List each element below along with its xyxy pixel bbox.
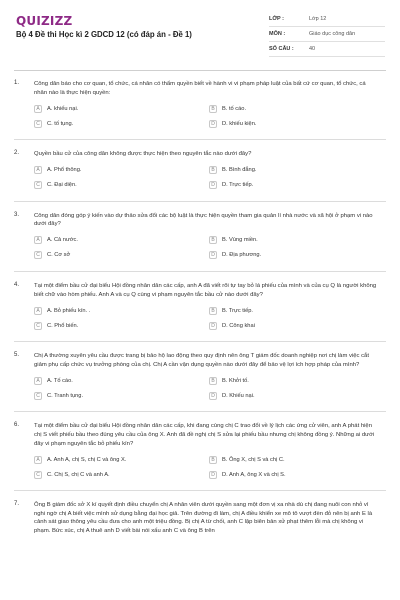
option-letter-box: A	[34, 236, 42, 244]
option-text: D. Công khai	[222, 322, 255, 329]
question-divider	[14, 201, 386, 202]
option-b[interactable]	[209, 103, 384, 114]
option-a[interactable]	[34, 103, 209, 114]
option-letter-box: C	[34, 120, 42, 128]
option-b[interactable]	[209, 305, 384, 316]
meta-key: MÔN :	[269, 31, 286, 37]
option-text: D. Địa phương.	[222, 252, 262, 259]
question-2	[0, 150, 400, 202]
question-5	[0, 352, 400, 412]
question-number: 6.	[14, 422, 20, 429]
option-letter-box: C	[34, 251, 42, 259]
option-letter-box: D	[209, 120, 217, 128]
option-text: B. Khởi tố.	[222, 377, 249, 384]
option-letter-box: B	[209, 105, 217, 113]
option-a[interactable]	[34, 375, 209, 386]
answer-options	[34, 103, 384, 129]
option-text: A. Cả nước.	[47, 237, 78, 244]
option-text: B. Trực tiếp.	[222, 307, 253, 314]
option-letter-box: C	[34, 392, 42, 400]
meta-value: Giáo dục công dân	[309, 31, 356, 37]
option-c[interactable]	[34, 118, 209, 129]
document-title: Bộ 4 Đề thi Học kì 2 GDCD 12 (có đáp án - Đề 1)	[16, 30, 192, 39]
question-4	[0, 282, 400, 342]
question-text: Công dân đóng góp ý kiến vào dự thảo sửa đổi các bộ luật là thực hiện quyền tham gia quản lí nhà nước và xã hội ở phạm vi nào dưới đây?	[34, 212, 373, 228]
header-divider	[14, 70, 386, 71]
option-text: A. khiếu nại.	[47, 105, 79, 112]
meta-value: 40	[309, 46, 316, 52]
option-text: C. Tranh tụng.	[47, 392, 84, 399]
option-letter-box: B	[209, 236, 217, 244]
meta-value: Lớp 12	[309, 16, 327, 22]
option-letter-box: D	[209, 322, 217, 330]
option-text: A. Bỏ phiếu kín. .	[47, 307, 91, 314]
option-letter-box: B	[209, 377, 217, 385]
option-d[interactable]	[209, 469, 384, 480]
option-text: C. Cơ sở	[47, 252, 71, 259]
answer-options	[34, 235, 384, 261]
answer-options	[34, 165, 384, 191]
option-a[interactable]	[34, 165, 209, 176]
question-divider	[14, 490, 386, 491]
question-text: Quyền bầu cử của công dân không được thực hiện theo nguyên tắc nào dưới đây?	[34, 151, 252, 158]
question-text: Tại một điểm bầu cử đại biểu Hội đồng nhân dân các cấp, khi đang cùng chị C trao đổi về lý lịch các ứng cử viên, anh A phát hiện chị S viết phiếu bầu theo đúng yêu cầu của ông X. Anh đã đề nghị chị S sửa lại phiếu bầu nhưng chị không đồng ý. Những ai dưới đây vi phạm nguyên tắc bỏ phiếu kín?	[34, 423, 375, 447]
question-number: 3.	[14, 211, 20, 218]
option-letter-box: A	[34, 166, 42, 174]
meta-table	[269, 12, 385, 57]
question-text: Công dân báo cho cơ quan, tổ chức, cá nhân có thẩm quyền biết về hành vi vi phạm pháp luật của bất cứ cơ quan, tổ chức, cá nhân nào là thực hiện quyền:	[34, 81, 366, 96]
question-1	[0, 80, 400, 140]
option-text: C. Phổ biến.	[47, 322, 79, 329]
question-text: Ông B giám đốc sở X kí quyết định điều chuyển chị A nhân viên dưới quyền sang một đơn vị xa nhà dù chị đang nuôi con nhỏ vì nghi ngờ chị A biết việc mình sử dụng bằng đại học giả. Trên đường đi làm, chị A điều khiển xe mô tô vượt đèn đỏ nên bị anh E là cảnh sát giao thông yêu cầu đưa cho anh một triệu đồng. Bị chị A từ chối, anh C lập biên bản xử phạt thêm lỗi mà chị không vi phạm. Bức xúc, chị A thuê anh D viết bài nói xấu anh C và ông B trên	[34, 502, 373, 534]
option-text: D. khiếu kiện.	[222, 120, 257, 127]
option-letter-box: A	[34, 105, 42, 113]
option-a[interactable]	[34, 454, 209, 465]
option-d[interactable]	[209, 250, 384, 261]
question-7	[0, 501, 400, 535]
option-text: A. Anh A, chị S, chị C và ông X.	[47, 456, 127, 463]
meta-key: SỐ CÂU :	[269, 46, 294, 52]
option-text: A. Phổ thông.	[47, 167, 82, 174]
question-divider	[14, 411, 386, 412]
option-letter-box: B	[209, 456, 217, 464]
question-6	[0, 422, 400, 491]
option-c[interactable]	[34, 180, 209, 191]
answer-options	[34, 305, 384, 331]
option-c[interactable]	[34, 390, 209, 401]
question-number: 2.	[14, 150, 20, 157]
question-divider	[14, 341, 386, 342]
option-d[interactable]	[209, 118, 384, 129]
option-letter-box: B	[209, 307, 217, 315]
option-letter-box: A	[34, 456, 42, 464]
document-header	[0, 0, 400, 64]
question-list	[0, 80, 400, 536]
question-number: 1.	[14, 80, 20, 86]
option-b[interactable]	[209, 454, 384, 465]
option-text: B. Vùng miền.	[222, 237, 258, 244]
option-letter-box: D	[209, 181, 217, 189]
option-text: D. Anh A, ông X và chị S.	[222, 471, 286, 478]
option-letter-box: A	[34, 307, 42, 315]
option-text: B. Ông X, chị S và chị C.	[222, 456, 285, 463]
question-text: Tại một điểm bầu cử đại biểu Hội đồng nhân dân các cấp, anh A đã viết rõi tự tay bỏ lá phiếu của mình và của cụ Q là người không biết chữ vào hòm phiếu. Anh A và cụ Q cùng vi phạm nguyên tắc bầu cử nào dưới đây?	[34, 282, 377, 298]
question-number: 4.	[14, 281, 20, 288]
option-b[interactable]	[209, 165, 384, 176]
quizizz-logo: QUIZIZZ	[16, 14, 73, 28]
option-b[interactable]	[209, 375, 384, 386]
option-text: B. tố cáo.	[222, 105, 247, 112]
option-letter-box: D	[209, 471, 217, 479]
option-d[interactable]	[209, 390, 384, 401]
option-b[interactable]	[209, 235, 384, 246]
option-letter-box: C	[34, 181, 42, 189]
question-3	[0, 212, 400, 272]
answer-options	[34, 454, 384, 480]
option-c[interactable]	[34, 250, 209, 261]
option-letter-box: A	[34, 377, 42, 385]
option-d[interactable]	[209, 320, 384, 331]
option-d[interactable]	[209, 180, 384, 191]
option-letter-box: C	[34, 322, 42, 330]
option-text: C. tố tụng.	[47, 120, 74, 127]
option-letter-box: B	[209, 166, 217, 174]
option-letter-box: D	[209, 392, 217, 400]
option-letter-box: D	[209, 251, 217, 259]
option-text: B. Bình đẳng.	[222, 167, 257, 174]
option-text: A. Tố cáo.	[47, 377, 73, 384]
question-text: Chị A thường xuyên yêu cầu được trang bị bảo hộ lao động theo quy định nên ông T giám đốc doanh nghiệp nơi chị làm việc cắt giảm phụ cấp chức vụ trưởng phòng của chị. Chị A cần vận dụng quyền nào dưới đây để bảo vệ lợi ích hợp pháp của mình?	[34, 353, 369, 368]
option-text: C. Đại diện.	[47, 182, 77, 189]
meta-row-subject	[269, 27, 385, 42]
question-number: 7.	[14, 501, 20, 508]
meta-row-class	[269, 12, 385, 27]
meta-key: LỚP :	[269, 16, 284, 22]
answer-options	[34, 375, 384, 401]
option-c[interactable]	[34, 469, 209, 480]
question-divider	[14, 139, 386, 140]
option-text: D. Trực tiếp.	[222, 182, 254, 189]
option-text: C. Chị S, chị C và anh A.	[47, 471, 110, 478]
option-a[interactable]	[34, 235, 209, 246]
question-divider	[14, 271, 386, 272]
meta-row-count	[269, 42, 385, 57]
option-letter-box: C	[34, 471, 42, 479]
option-c[interactable]	[34, 320, 209, 331]
option-text: D. Khiếu nại.	[222, 392, 255, 399]
question-number: 5.	[14, 352, 20, 359]
option-a[interactable]	[34, 305, 209, 316]
